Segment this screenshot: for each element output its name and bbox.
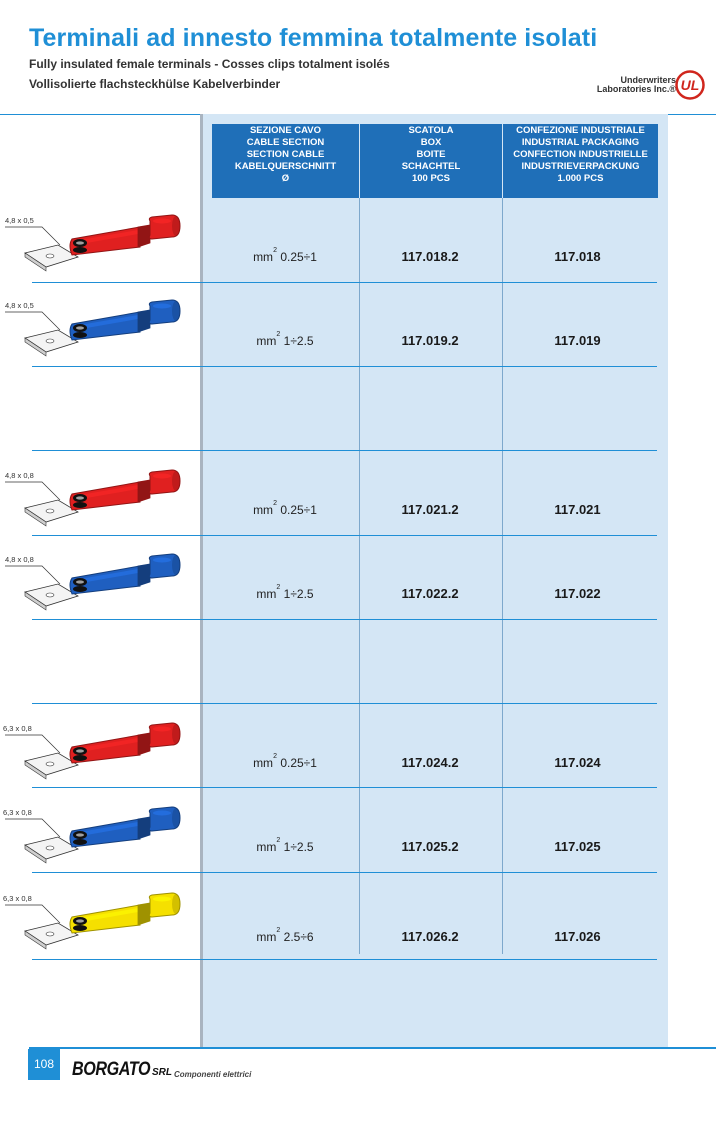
sleeve-neck <box>138 564 150 586</box>
ul-certification-text <box>588 76 676 94</box>
sleeve-mouth-highlight <box>76 326 84 329</box>
header-line: Ø <box>281 173 290 184</box>
ul-logo-text: UL <box>680 77 700 93</box>
box-code: 117.025.2 <box>401 839 459 854</box>
sleeve-mouth <box>73 586 87 592</box>
sleeve-mouth-highlight <box>76 749 84 752</box>
header-line: SCHACHTEL <box>401 161 461 172</box>
unit-exponent: 2 <box>276 331 281 338</box>
section-range: 1÷2.5 <box>283 334 314 348</box>
header-line: 1.000 PCS <box>557 173 604 184</box>
blade-hole <box>46 509 54 513</box>
column-divider <box>502 198 503 954</box>
sleeve-mouth-highlight <box>76 833 84 836</box>
sleeve-mouth-highlight <box>76 496 84 499</box>
barrel-end <box>172 301 180 321</box>
industrial-code: 117.026 <box>554 929 601 944</box>
header-line: CONFEZIONE INDUSTRIALE <box>516 125 645 136</box>
blade-hole <box>46 762 54 766</box>
barrel-end <box>172 724 180 744</box>
unit-exponent: 2 <box>273 500 277 507</box>
ul-line-1: Underwriters <box>620 75 676 85</box>
sleeve-mouth <box>73 839 87 845</box>
sleeve-mouth <box>73 755 87 761</box>
unit: mm <box>253 250 274 264</box>
unit: mm <box>256 930 277 944</box>
section-range: 0.25÷1 <box>280 503 317 517</box>
brand-suffix: SRL <box>152 1067 172 1078</box>
ul-logo-icon <box>675 70 705 100</box>
blade-hole <box>46 339 54 343</box>
page-number: 108 <box>28 1049 60 1080</box>
unit: mm <box>253 756 274 770</box>
barrel-end <box>172 216 180 236</box>
header-line: SEZIONE CAVO <box>249 125 322 136</box>
industrial-code: 117.019 <box>554 333 601 348</box>
barrel-highlight <box>153 219 171 224</box>
leader-line <box>5 312 60 330</box>
unit-exponent: 2 <box>276 927 281 934</box>
box-code: 117.018.2 <box>401 249 459 264</box>
panel-left-bar <box>200 114 203 1048</box>
sleeve-mouth <box>73 502 87 508</box>
terminal-dimension: 4,8 x 0,8 <box>5 471 34 480</box>
leader-line <box>5 482 60 500</box>
sleeve-mouth-highlight <box>76 241 84 244</box>
header-cable-section <box>212 124 359 198</box>
unit: mm <box>256 840 277 854</box>
unit-exponent: 2 <box>273 247 277 254</box>
box-code: 117.021.2 <box>401 502 459 517</box>
barrel-end <box>172 808 180 828</box>
page-title: Terminali ad innesto femmina totalmente isolati <box>29 24 598 52</box>
sleeve-mouth-highlight <box>76 580 84 583</box>
industrial-code: 117.022 <box>554 586 601 601</box>
sleeve-mouth <box>73 925 87 931</box>
unit: mm <box>253 503 274 517</box>
section-range: 0.25÷1 <box>280 756 317 770</box>
brand-logo: BORGATO <box>72 1059 151 1080</box>
brand-tagline: Componenti elettrici <box>174 1070 252 1079</box>
barrel-highlight <box>153 727 171 732</box>
cable-section-cell <box>210 500 360 517</box>
terminal-dimension: 6,3 x 0,8 <box>3 894 32 903</box>
barrel-highlight <box>153 304 171 309</box>
header-line: INDUSTRIEVERPACKUNG <box>521 161 640 172</box>
terminal-thumbnail <box>0 883 190 961</box>
header-line: BOX <box>420 137 442 148</box>
sleeve-neck <box>138 903 150 925</box>
section-range: 1÷2.5 <box>283 840 314 854</box>
sleeve-mouth <box>73 332 87 338</box>
sleeve-neck <box>138 225 150 247</box>
header-line: 100 PCS <box>411 173 451 184</box>
unit-exponent: 2 <box>273 753 277 760</box>
industrial-code: 117.021 <box>554 502 601 517</box>
blade-hole <box>46 932 54 936</box>
leader-line <box>5 735 60 753</box>
box-code: 117.022.2 <box>401 586 459 601</box>
blade-hole <box>46 846 54 850</box>
box-code: 117.024.2 <box>401 755 459 770</box>
ul-line-2: Laboratories Inc.® <box>596 84 676 94</box>
leader-line <box>5 227 60 245</box>
terminal-dimension: 6,3 x 0,8 <box>3 724 32 733</box>
box-code: 117.019.2 <box>401 333 459 348</box>
unit: mm <box>256 334 277 348</box>
sleeve-mouth <box>73 247 87 253</box>
cable-section-cell <box>210 837 360 854</box>
terminal-thumbnail <box>0 713 190 791</box>
leader-line <box>5 905 60 923</box>
header-line: BOITE <box>416 149 446 160</box>
header-line: SECTION CABLE <box>246 149 325 160</box>
header-line: CONFECTION INDUSTRIELLE <box>513 149 648 160</box>
barrel-highlight <box>153 558 171 563</box>
terminal-thumbnail <box>0 544 190 622</box>
subtitle-german: Vollisolierte flachsteckhülse Kabelverbinder <box>29 77 281 91</box>
barrel-highlight <box>153 897 171 902</box>
header-line: INDUSTRIAL PACKAGING <box>521 137 640 148</box>
box-code: 117.026.2 <box>401 929 459 944</box>
terminal-thumbnail <box>0 797 190 875</box>
bottom-rule <box>29 1047 716 1049</box>
sleeve-neck <box>138 817 150 839</box>
barrel-highlight <box>153 474 171 479</box>
cable-section-cell <box>210 247 360 264</box>
header-line: KABELQUERSCHNITT <box>234 161 337 172</box>
header-industrial <box>503 124 658 198</box>
cable-section-cell <box>210 753 360 770</box>
sleeve-neck <box>138 480 150 502</box>
terminal-dimension: 4,8 x 0,5 <box>5 301 34 310</box>
unit: mm <box>256 587 277 601</box>
section-range: 0.25÷1 <box>280 250 317 264</box>
subtitle-english-french: Fully insulated female terminals - Cosses clips totalment isolés <box>29 57 390 71</box>
blade-hole <box>46 593 54 597</box>
terminal-dimension: 4,8 x 0,8 <box>5 555 34 564</box>
leader-line <box>5 819 60 837</box>
terminal-thumbnail <box>0 290 190 368</box>
barrel-end <box>172 894 180 914</box>
terminal-dimension: 6,3 x 0,8 <box>3 808 32 817</box>
unit-exponent: 2 <box>276 837 281 844</box>
leader-line <box>5 566 60 584</box>
sleeve-neck <box>138 310 150 332</box>
header-line: SCATOLA <box>408 125 454 136</box>
header-line: CABLE SECTION <box>246 137 325 148</box>
header-box <box>360 124 502 198</box>
section-range: 2.5÷6 <box>283 930 314 944</box>
barrel-highlight <box>153 811 171 816</box>
industrial-code: 117.025 <box>554 839 601 854</box>
row-divider <box>32 703 657 704</box>
section-range: 1÷2.5 <box>283 587 314 601</box>
row-divider <box>32 450 657 451</box>
terminal-thumbnail <box>0 205 190 283</box>
barrel-end <box>172 555 180 575</box>
industrial-code: 117.024 <box>554 755 601 770</box>
sleeve-mouth-highlight <box>76 919 84 922</box>
barrel-end <box>172 471 180 491</box>
cable-section-cell <box>210 331 360 348</box>
industrial-code: 117.018 <box>554 249 601 264</box>
cable-section-cell <box>210 584 360 601</box>
blade-hole <box>46 254 54 258</box>
sleeve-neck <box>138 733 150 755</box>
terminal-dimension: 4,8 x 0,5 <box>5 216 34 225</box>
cable-section-cell <box>210 927 360 944</box>
terminal-thumbnail <box>0 460 190 538</box>
unit-exponent: 2 <box>276 584 281 591</box>
